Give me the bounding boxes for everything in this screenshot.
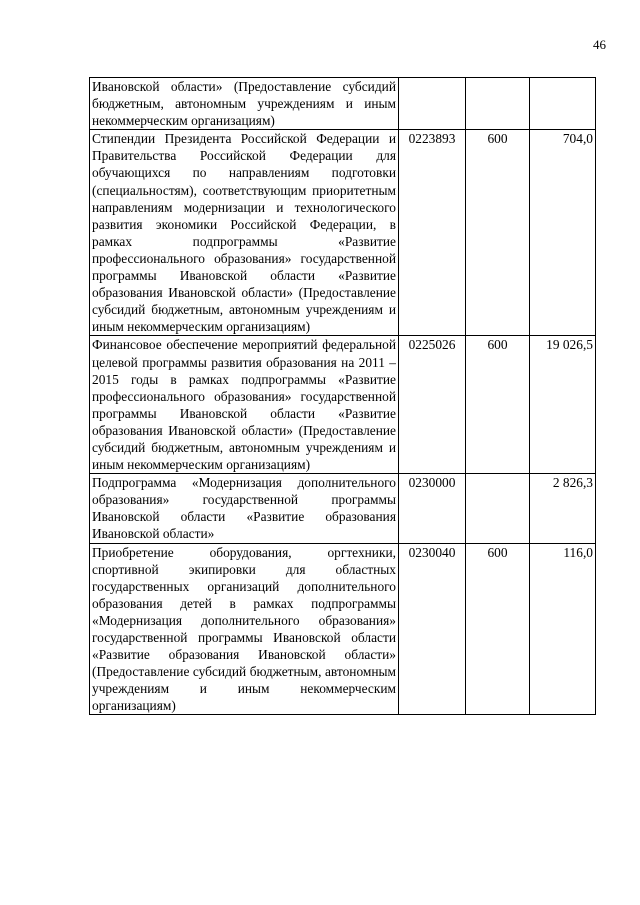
row-expense-type: [466, 474, 530, 543]
row-description: Стипендии Президента Российской Федерации и Правительства Российской Федерации для обучающихся по направлениям подготовки (специальностям), соответствующим приоритетным направлениям модернизации и технологического развития экономики Российской Федерации, в рамках подпрограммы «Развитие профессионального образования» государственной программы Ивановской области «Развитие образования Ивановской области» (Предоставление субсидий бюджетным, автономным учреждениям и иным некоммерческим организациям): [90, 130, 399, 336]
row-amount: 704,0: [530, 130, 596, 336]
table-row: [90, 78, 596, 130]
row-expense-type: 600: [466, 130, 530, 336]
row-expense-type: [466, 78, 530, 130]
page-number: 46: [593, 37, 606, 52]
row-expense-type: 600: [466, 543, 530, 715]
table-row: [90, 336, 596, 474]
row-description: Ивановской области» (Предоставление субсидий бюджетным, автономным учреждениям и иным некоммерческим организациям): [90, 78, 399, 130]
row-target-code: [399, 78, 466, 130]
row-target-code: 0230000: [399, 474, 466, 543]
row-expense-type: 600: [466, 336, 530, 474]
row-amount: 2 826,3: [530, 474, 596, 543]
row-description: Финансовое обеспечение мероприятий федеральной целевой программы развития образования на 2011 – 2015 годы в рамках подпрограммы «Развитие профессионального образования» государственной программы Ивановской области «Развитие образования Ивановской области» (Предоставление субсидий бюджетным, автономным учреждениям и иным некоммерческим организациям): [90, 336, 399, 474]
row-amount: 116,0: [530, 543, 596, 715]
table-row: [90, 130, 596, 336]
table-row: [90, 474, 596, 543]
row-amount: [530, 78, 596, 130]
budget-table: [89, 77, 596, 715]
row-description: Приобретение оборудования, оргтехники, спортивной экипировки для областных государственных организаций дополнительного образования детей в рамках подпрограммы «Модернизация дополнительного образования» государственной программы Ивановской области «Развитие образования Ивановской области» (Предоставление субсидий бюджетным, автономным учреждениям и иным некоммерческим организациям): [90, 543, 399, 715]
table-row: [90, 543, 596, 715]
row-description: Подпрограмма «Модернизация дополнительного образования» государственной программы Ивановской области «Развитие образования Ивановской области»: [90, 474, 399, 543]
row-amount: 19 026,5: [530, 336, 596, 474]
row-target-code: 0225026: [399, 336, 466, 474]
row-target-code: 0223893: [399, 130, 466, 336]
row-target-code: 0230040: [399, 543, 466, 715]
